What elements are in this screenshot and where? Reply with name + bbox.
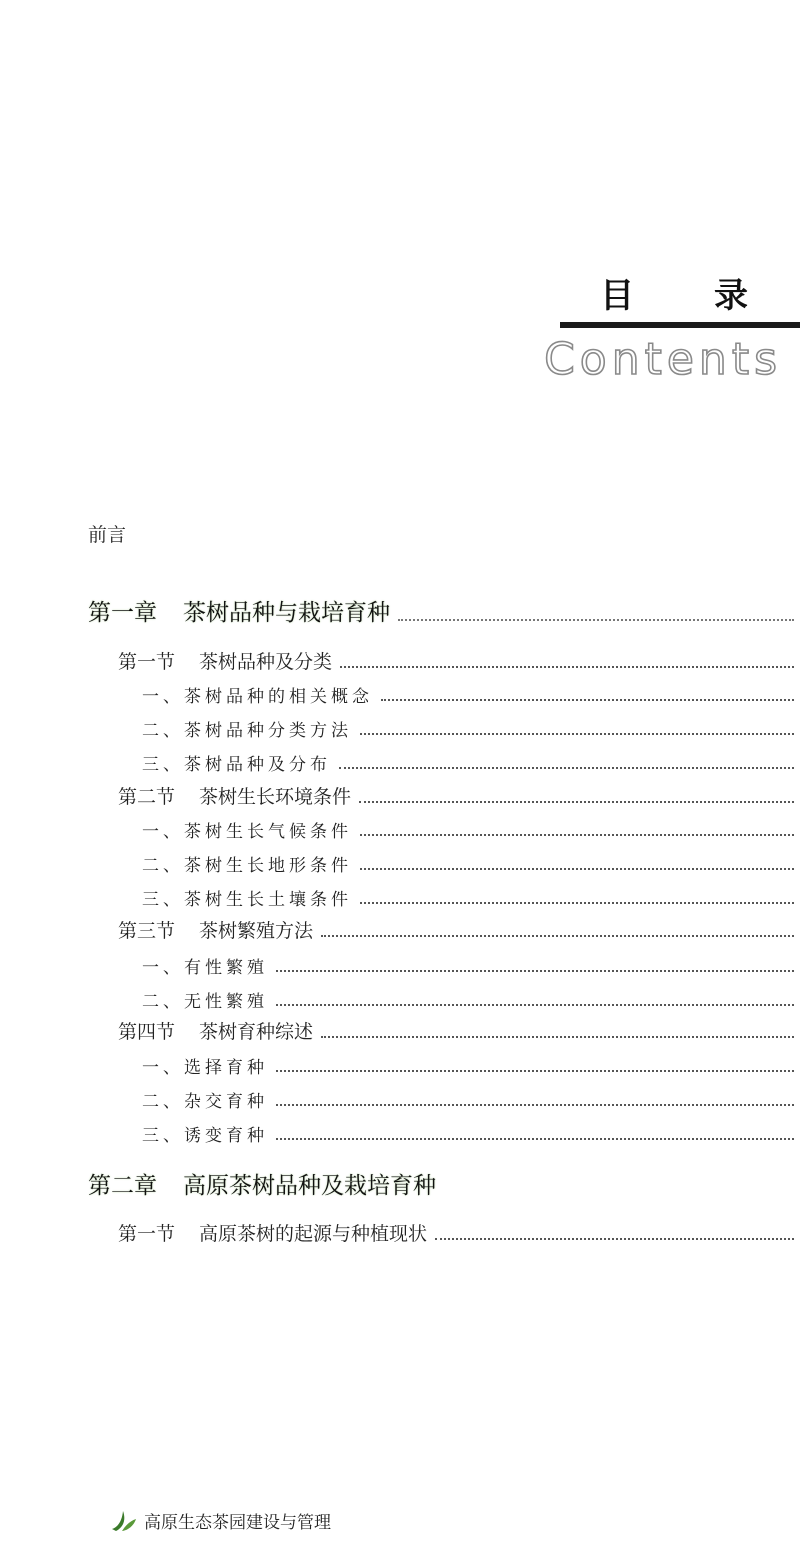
dot-leader bbox=[359, 801, 794, 803]
item-title: 一、茶树品种的相关概念 bbox=[142, 687, 373, 707]
dot-leader bbox=[435, 1238, 794, 1240]
section-number: 第二节 bbox=[118, 786, 176, 808]
toc-item[interactable] bbox=[142, 750, 794, 775]
toc-item[interactable] bbox=[142, 1121, 794, 1146]
toc-item[interactable] bbox=[142, 1053, 794, 1078]
toc-title: 目 录 bbox=[600, 276, 782, 316]
chapter-title: 高原茶树品种及栽培育种 bbox=[183, 1173, 436, 1199]
item-title: 二、茶树生长地形条件 bbox=[142, 856, 352, 876]
toc-item[interactable] bbox=[142, 682, 794, 707]
item-title: 一、茶树生长气候条件 bbox=[142, 822, 352, 842]
toc-section-1-2[interactable] bbox=[118, 782, 794, 809]
item-title: 二、茶树品种分类方法 bbox=[142, 721, 352, 741]
dot-leader bbox=[360, 868, 794, 870]
running-footer bbox=[108, 1505, 331, 1535]
item-title: 二、无性繁殖 bbox=[142, 992, 268, 1012]
toc-section-1-3[interactable] bbox=[118, 916, 794, 943]
section-title: 茶树繁殖方法 bbox=[199, 920, 314, 942]
toc-item[interactable] bbox=[142, 885, 794, 910]
toc-section-2-1[interactable] bbox=[118, 1219, 794, 1246]
dot-leader bbox=[321, 935, 794, 937]
item-title: 一、选择育种 bbox=[142, 1058, 268, 1078]
dot-leader bbox=[276, 970, 794, 972]
toc-item[interactable] bbox=[142, 851, 794, 876]
tea-leaf-icon bbox=[108, 1505, 138, 1535]
toc-chapter-2[interactable] bbox=[88, 1167, 794, 1200]
item-title: 三、茶树品种及分布 bbox=[142, 755, 331, 775]
dot-leader bbox=[321, 1036, 794, 1038]
dot-leader bbox=[276, 1104, 794, 1106]
item-title: 二、杂交育种 bbox=[142, 1092, 268, 1112]
dot-leader bbox=[360, 834, 794, 836]
dot-leader bbox=[398, 619, 794, 621]
section-number: 第一节 bbox=[118, 651, 176, 673]
chapter-number: 第二章 bbox=[88, 1173, 157, 1199]
item-title: 三、茶树生长土壤条件 bbox=[142, 890, 352, 910]
toc-item[interactable] bbox=[142, 953, 794, 978]
section-number: 第一节 bbox=[118, 1223, 176, 1245]
item-title: 三、诱变育种 bbox=[142, 1126, 268, 1146]
dot-leader bbox=[276, 1004, 794, 1006]
dot-leader bbox=[381, 699, 794, 701]
toc-section-1-1[interactable] bbox=[118, 647, 794, 674]
section-title: 茶树品种及分类 bbox=[199, 651, 333, 673]
toc-item[interactable] bbox=[142, 987, 794, 1012]
toc-chapter-1[interactable] bbox=[88, 594, 794, 627]
dot-leader bbox=[340, 666, 794, 668]
dot-leader bbox=[339, 767, 794, 769]
section-title: 茶树生长环境条件 bbox=[199, 786, 352, 808]
section-number: 第四节 bbox=[118, 1021, 176, 1043]
chapter-title: 茶树品种与栽培育种 bbox=[183, 600, 390, 626]
toc-item[interactable] bbox=[142, 817, 794, 842]
toc-item[interactable] bbox=[142, 716, 794, 741]
book-title-footer: 高原生态茶园建设与管理 bbox=[144, 1512, 331, 1533]
item-title: 一、有性繁殖 bbox=[142, 958, 268, 978]
chapter-number: 第一章 bbox=[88, 600, 157, 626]
section-number: 第三节 bbox=[118, 920, 176, 942]
toc-title-english: Contents bbox=[544, 334, 782, 385]
section-title: 高原茶树的起源与种植现状 bbox=[199, 1223, 428, 1245]
dot-leader bbox=[276, 1070, 794, 1072]
toc-item[interactable] bbox=[142, 1087, 794, 1112]
toc-entry-preface[interactable]: 前言 bbox=[88, 524, 127, 546]
dot-leader bbox=[276, 1138, 794, 1140]
dot-leader bbox=[360, 733, 794, 735]
section-title: 茶树育种综述 bbox=[199, 1021, 314, 1043]
toc-section-1-4[interactable] bbox=[118, 1017, 794, 1044]
title-rule bbox=[560, 322, 800, 328]
dot-leader bbox=[360, 902, 794, 904]
